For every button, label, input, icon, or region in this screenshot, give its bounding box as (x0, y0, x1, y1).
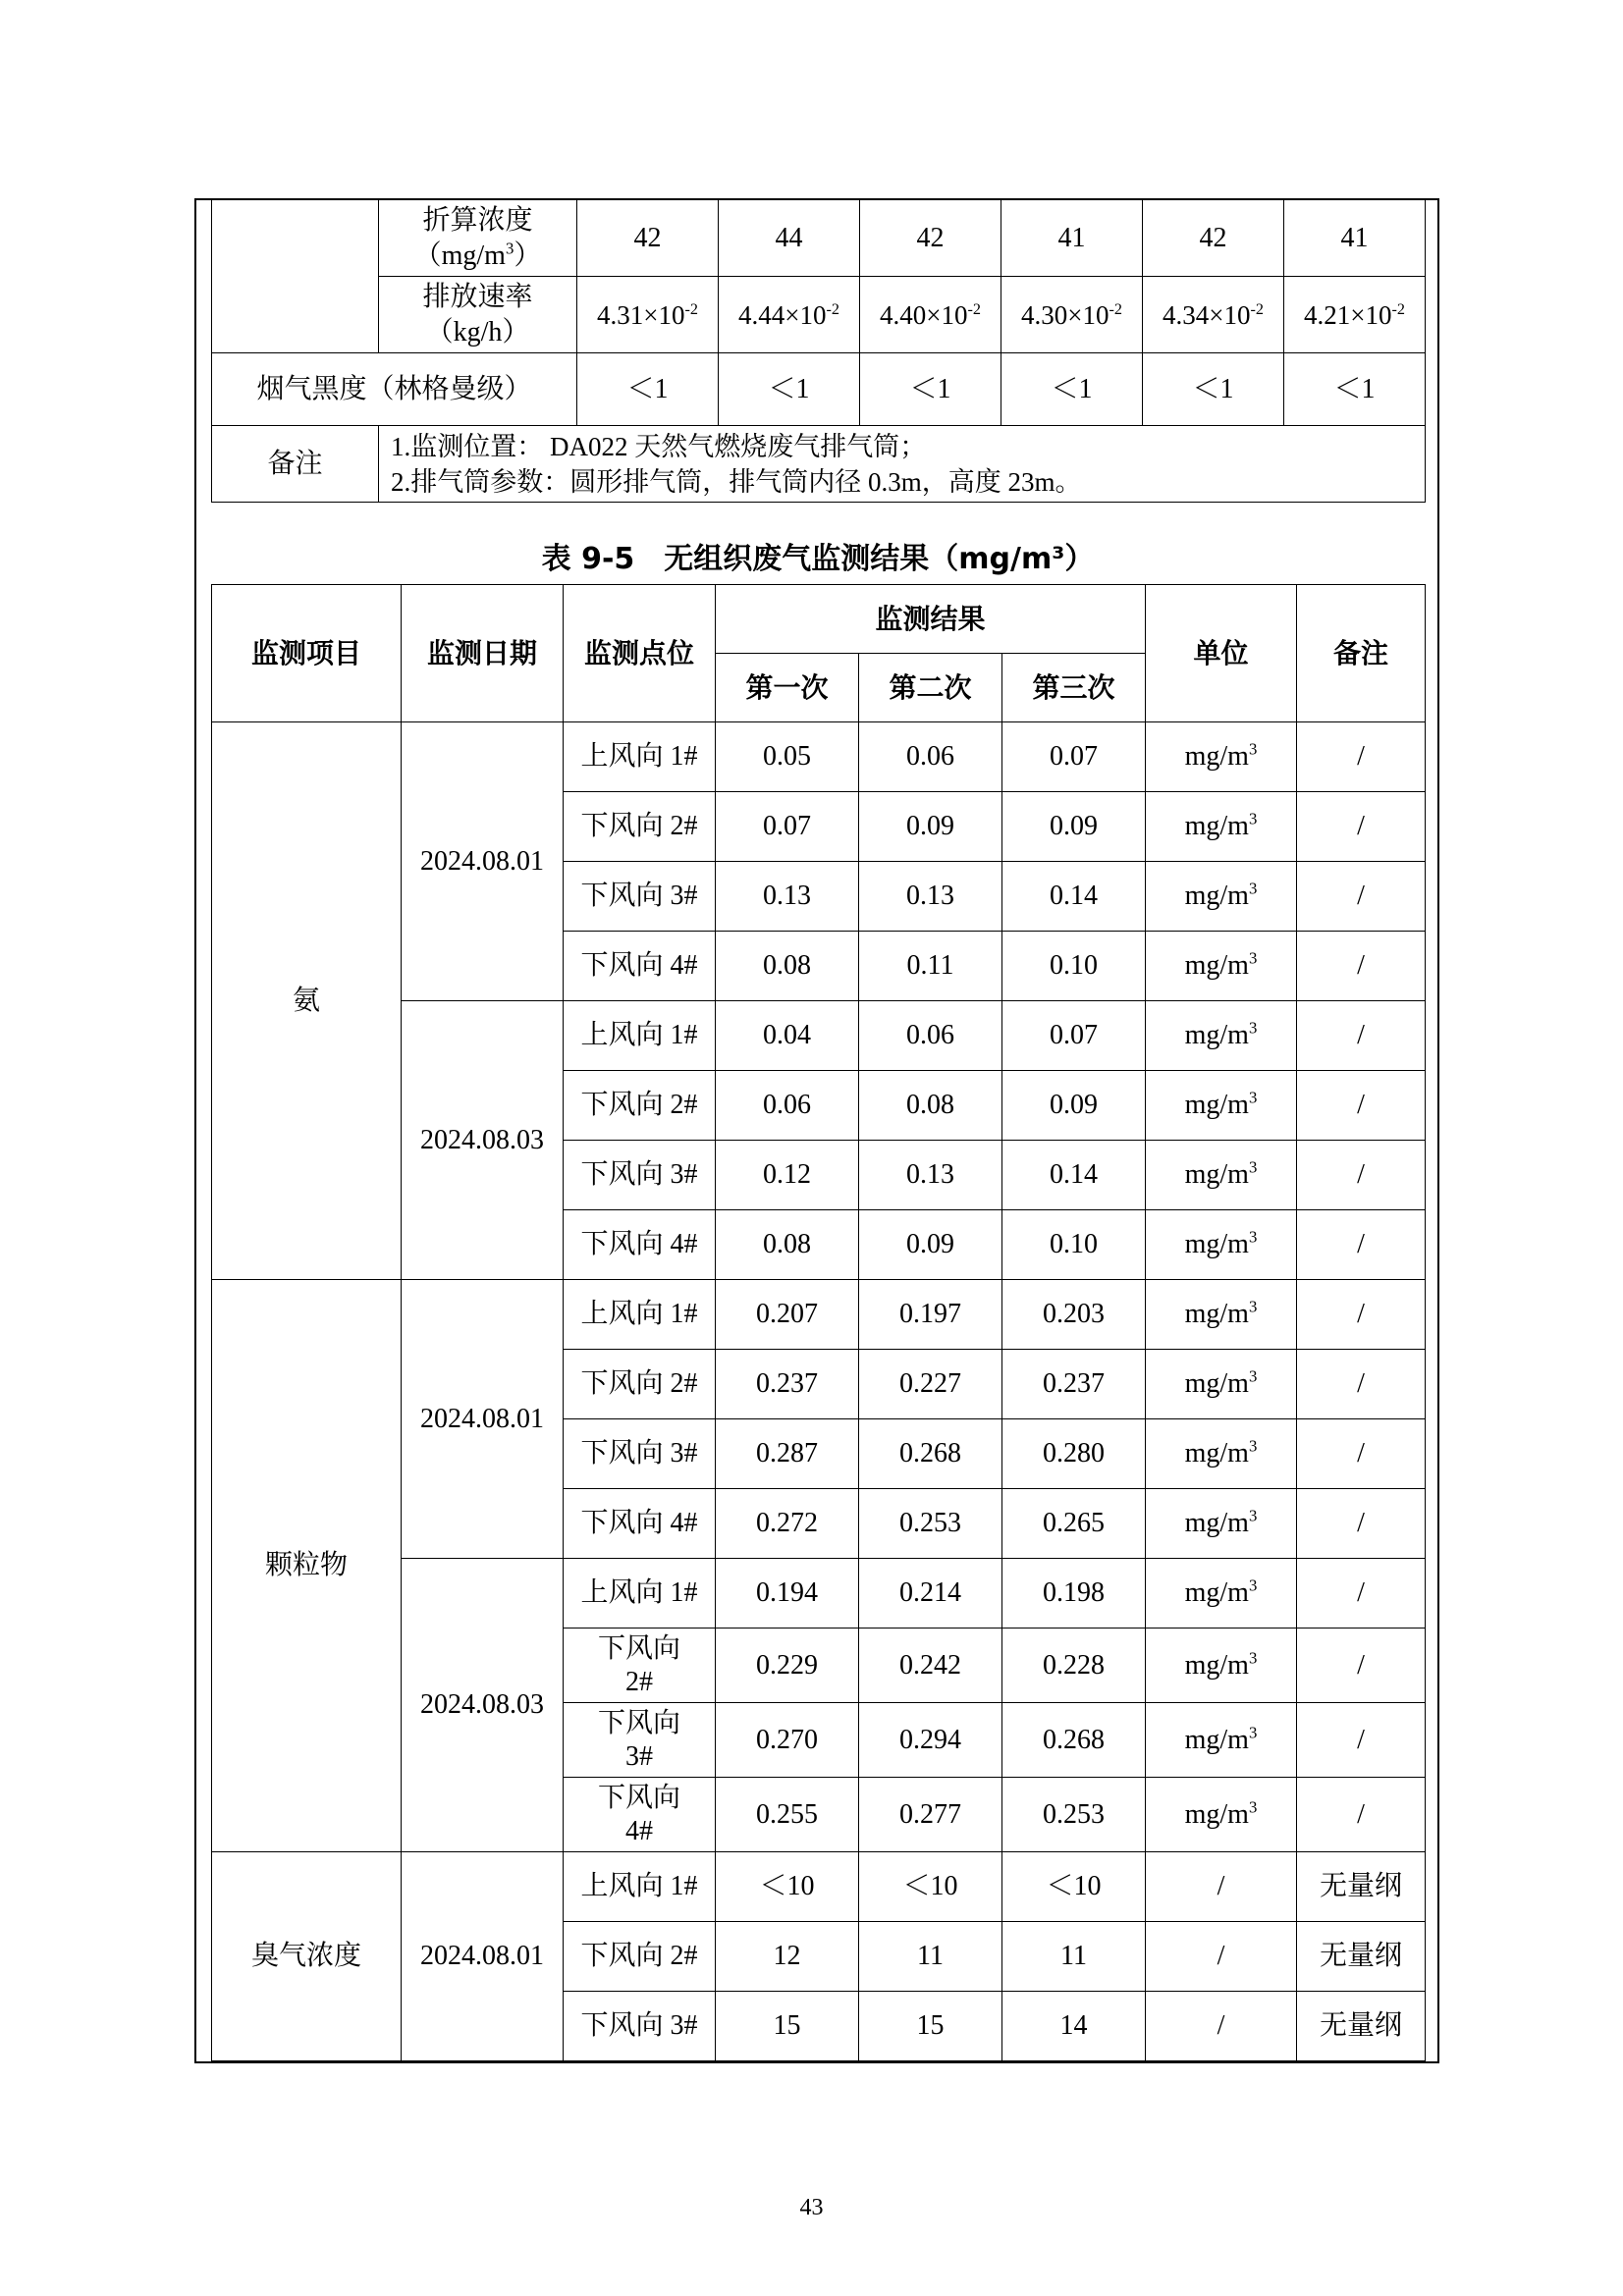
unit-cell: / (1146, 1922, 1297, 1992)
value-cell: ＜10 (1002, 1852, 1146, 1922)
remark-label: 备注 (212, 426, 379, 503)
point-cell: 上风向 1# (564, 1852, 716, 1922)
item-odor: 臭气浓度 (212, 1852, 402, 2061)
unit-cell: $mg/m^3$ (1146, 1141, 1297, 1210)
value-cell: 0.268 (859, 1419, 1002, 1489)
value-cell: 0.09 (859, 792, 1002, 862)
rate-label (379, 277, 577, 353)
value-cell: 0.12 (716, 1141, 859, 1210)
conc-value: 41 (1001, 200, 1143, 277)
value-cell: 0.265 (1002, 1489, 1146, 1559)
value-cell: 0.09 (1002, 1071, 1146, 1141)
point-cell: 上风向 1# (564, 1280, 716, 1350)
smoke-value: ＜1 (860, 353, 1001, 426)
value-cell: 0.255 (716, 1778, 859, 1852)
unit-cell: $mg/m^3$ (1146, 1210, 1297, 1280)
rate-value: $4.31\times 10^{-2}$ (577, 277, 719, 353)
remark-cell: / (1297, 1210, 1426, 1280)
rate-value: $4.21\times 10^{-2}$ (1284, 277, 1426, 353)
value-cell: ＜10 (716, 1852, 859, 1922)
conc-label (379, 200, 577, 277)
value-cell: 0.07 (1002, 722, 1146, 792)
value-cell: 14 (1002, 1992, 1146, 2061)
conc-value: 42 (860, 200, 1001, 277)
point-cell: 下风向 2# (564, 1629, 716, 1703)
value-cell: 12 (716, 1922, 859, 1992)
smoke-value: ＜1 (1143, 353, 1284, 426)
rate-row (212, 277, 1426, 353)
remark-cell: / (1297, 1071, 1426, 1141)
date-cell: 2024.08.03 (402, 1001, 564, 1280)
header-unit: 单位 (1146, 585, 1297, 722)
value-cell: 0.04 (716, 1001, 859, 1071)
table-row (212, 1280, 1426, 1350)
header-row-1 (212, 585, 1426, 654)
remark-cell: / (1297, 1001, 1426, 1071)
conc-value: 42 (577, 200, 719, 277)
unit-cell: $mg/m^3$ (1146, 1778, 1297, 1852)
value-cell: 0.197 (859, 1280, 1002, 1350)
remark-cell: / (1297, 1559, 1426, 1629)
remark-cell: / (1297, 1489, 1426, 1559)
value-cell: 0.09 (1002, 792, 1146, 862)
value-cell: 0.270 (716, 1703, 859, 1778)
value-cell: 0.07 (716, 792, 859, 862)
header-date: 监测日期 (402, 585, 564, 722)
value-cell: 0.06 (859, 722, 1002, 792)
remark-cell: / (1297, 722, 1426, 792)
rate-value: $4.34\times 10^{-2}$ (1143, 277, 1284, 353)
conc-value: 41 (1284, 200, 1426, 277)
value-cell: 0.229 (716, 1629, 859, 1703)
value-cell: 0.194 (716, 1559, 859, 1629)
rate-value: $4.44\times 10^{-2}$ (719, 277, 860, 353)
rate-value: $4.30\times 10^{-2}$ (1001, 277, 1143, 353)
smoke-value: ＜1 (719, 353, 860, 426)
point-cell: 下风向 4# (564, 932, 716, 1001)
date-cell: 2024.08.03 (402, 1559, 564, 1852)
value-cell: 0.198 (1002, 1559, 1146, 1629)
table-row (212, 722, 1426, 792)
unit-cell: $mg/m^3$ (1146, 1489, 1297, 1559)
value-cell: 0.287 (716, 1419, 859, 1489)
smoke-value: ＜1 (577, 353, 719, 426)
point-cell: 下风向 3# (564, 862, 716, 932)
remark-cell: / (1297, 1703, 1426, 1778)
item-particulate: 颗粒物 (212, 1280, 402, 1852)
value-cell: 0.227 (859, 1350, 1002, 1419)
remark-cell: / (1297, 1778, 1426, 1852)
unit-cell: $mg/m^3$ (1146, 1350, 1297, 1419)
smoke-row (212, 353, 1426, 426)
smoke-value: ＜1 (1284, 353, 1426, 426)
conc-label-line2: （mg/m (413, 240, 506, 271)
value-cell: 0.05 (716, 722, 859, 792)
point-cell: 上风向 1# (564, 722, 716, 792)
value-cell: ＜10 (859, 1852, 1002, 1922)
value-cell: 0.06 (716, 1071, 859, 1141)
point-cell: 下风向 3# (564, 1703, 716, 1778)
point-cell: 下风向 2# (564, 792, 716, 862)
rate-label-line1: 排放速率 (422, 281, 533, 312)
remark-cell: / (1297, 1629, 1426, 1703)
unit-cell: / (1146, 1992, 1297, 2061)
rate-value: $4.40\times 10^{-2}$ (860, 277, 1001, 353)
point-cell: 下风向 2# (564, 1922, 716, 1992)
remark-cell: / (1297, 862, 1426, 932)
value-cell: 0.228 (1002, 1629, 1146, 1703)
point-cell: 下风向 2# (564, 1350, 716, 1419)
unit-cell: $mg/m^3$ (1146, 1419, 1297, 1489)
unit-cell: $mg/m^3$ (1146, 862, 1297, 932)
value-cell: 0.214 (859, 1559, 1002, 1629)
value-cell: 0.253 (1002, 1778, 1146, 1852)
value-cell: 0.268 (1002, 1703, 1146, 1778)
item-ammonia: 氨 (212, 722, 402, 1280)
header-second: 第二次 (859, 654, 1002, 722)
value-cell: 0.13 (716, 862, 859, 932)
point-cell: 下风向 3# (564, 1419, 716, 1489)
conc-row (212, 200, 1426, 277)
value-cell: 0.06 (859, 1001, 1002, 1071)
value-cell: 0.253 (859, 1489, 1002, 1559)
value-cell: 0.13 (859, 862, 1002, 932)
value-cell: 0.11 (859, 932, 1002, 1001)
value-cell: 0.08 (859, 1071, 1002, 1141)
point-cell: 下风向 4# (564, 1489, 716, 1559)
conc-value: 42 (1143, 200, 1284, 277)
unit-cell: $mg/m^3$ (1146, 792, 1297, 862)
unit-cell: $mg/m^3$ (1146, 1559, 1297, 1629)
remark-row (212, 426, 1426, 503)
remark-cell: 无量纲 (1297, 1852, 1426, 1922)
conc-value: 44 (719, 200, 860, 277)
value-cell: 0.10 (1002, 932, 1146, 1001)
value-cell: 0.08 (716, 932, 859, 1001)
point-cell: 下风向 2# (564, 1071, 716, 1141)
value-cell: 0.280 (1002, 1419, 1146, 1489)
value-cell: 0.242 (859, 1629, 1002, 1703)
date-cell: 2024.08.01 (402, 1852, 564, 2061)
remark-cell: / (1297, 932, 1426, 1001)
date-cell: 2024.08.01 (402, 1280, 564, 1559)
unit-cell: $mg/m^3$ (1146, 722, 1297, 792)
value-cell: 0.09 (859, 1210, 1002, 1280)
point-cell: 下风向 3# (564, 1141, 716, 1210)
point-cell: 下风向 4# (564, 1778, 716, 1852)
value-cell: 0.277 (859, 1778, 1002, 1852)
value-cell: 0.203 (1002, 1280, 1146, 1350)
smoke-label: 烟气黑度（林格曼级） (212, 353, 577, 426)
blank-cell (212, 200, 379, 353)
remark-cell: / (1297, 1141, 1426, 1210)
conc-label-sup: 3 (505, 239, 514, 258)
conc-label-line3: ） (514, 240, 542, 271)
value-cell: 0.10 (1002, 1210, 1146, 1280)
table-row (212, 1852, 1426, 1922)
rate-label-line2: （kg/h） (425, 316, 530, 347)
point-cell: 下风向 4# (564, 1210, 716, 1280)
value-cell: 0.237 (1002, 1350, 1146, 1419)
smoke-value: ＜1 (1001, 353, 1143, 426)
page-number: 43 (799, 2195, 824, 2220)
date-cell: 2024.08.01 (402, 722, 564, 1001)
remark-cell: / (1297, 1280, 1426, 1350)
unit-cell: $mg/m^3$ (1146, 1001, 1297, 1071)
table-caption: 表 9-5 无组织废气监测结果（mg/m³） (541, 542, 1095, 576)
value-cell: 0.14 (1002, 862, 1146, 932)
remark-cell: / (1297, 1350, 1426, 1419)
remark-cell: 无量纲 (1297, 1992, 1426, 2061)
point-cell: 下风向 3# (564, 1992, 716, 2061)
point-cell: 上风向 1# (564, 1559, 716, 1629)
value-cell: 0.08 (716, 1210, 859, 1280)
unit-cell: $mg/m^3$ (1146, 1703, 1297, 1778)
value-cell: 0.14 (1002, 1141, 1146, 1210)
header-third: 第三次 (1002, 654, 1146, 722)
value-cell: 0.237 (716, 1350, 859, 1419)
conc-label-line1: 折算浓度 (422, 204, 533, 236)
header-item: 监测项目 (212, 585, 402, 722)
value-cell: 15 (716, 1992, 859, 2061)
point-cell: 上风向 1# (564, 1001, 716, 1071)
remark-text (379, 426, 1426, 503)
value-cell: 11 (1002, 1922, 1146, 1992)
fugitive-emission-table (211, 584, 1426, 2061)
unit-cell: / (1146, 1852, 1297, 1922)
value-cell: 15 (859, 1992, 1002, 2061)
value-cell: 0.272 (716, 1489, 859, 1559)
unit-cell: $mg/m^3$ (1146, 1071, 1297, 1141)
unit-cell: $mg/m^3$ (1146, 1629, 1297, 1703)
remark-cell: / (1297, 792, 1426, 862)
value-cell: 0.13 (859, 1141, 1002, 1210)
remark-cell: 无量纲 (1297, 1922, 1426, 1992)
header-remark: 备注 (1297, 585, 1426, 722)
unit-cell: $mg/m^3$ (1146, 932, 1297, 1001)
remark-line2: 2.排气筒参数：圆形排气筒，排气筒内径 0.3m，高度 23m。 (391, 466, 1082, 497)
value-cell: 0.07 (1002, 1001, 1146, 1071)
value-cell: 11 (859, 1922, 1002, 1992)
remark-line1: 1.监测位置： DA022 天然气燃烧废气排气筒； (391, 431, 927, 461)
header-first: 第一次 (716, 654, 859, 722)
value-cell: 0.207 (716, 1280, 859, 1350)
header-result: 监测结果 (716, 585, 1146, 654)
header-point: 监测点位 (564, 585, 716, 722)
value-cell: 0.294 (859, 1703, 1002, 1778)
remark-cell: / (1297, 1419, 1426, 1489)
emission-table-continued (211, 199, 1426, 503)
unit-cell: $mg/m^3$ (1146, 1280, 1297, 1350)
